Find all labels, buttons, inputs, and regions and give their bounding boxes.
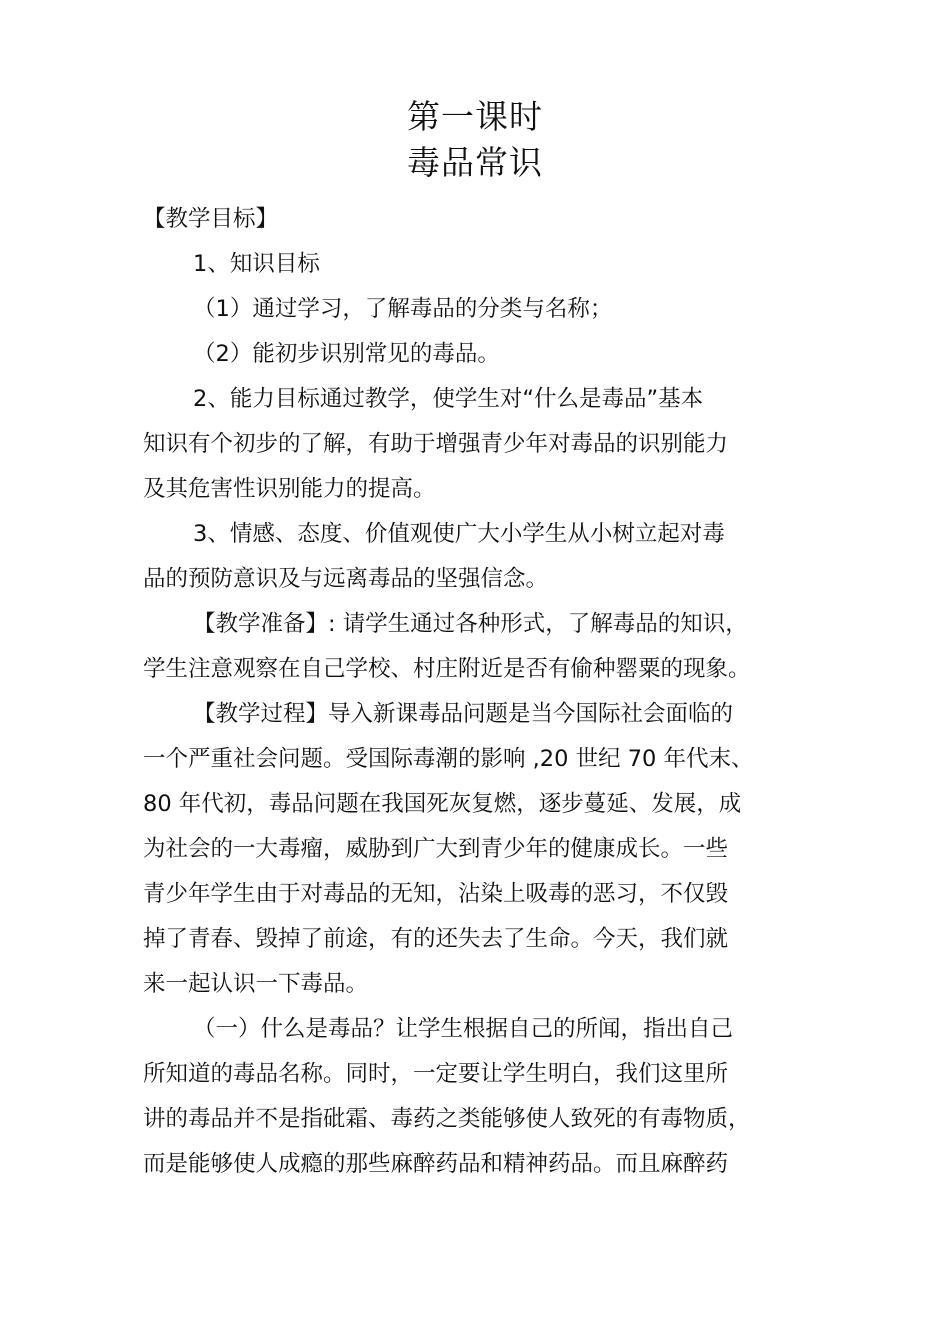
paragraph-line: 一个严重社会问题。受国际毒潮的影响 ,20 世纪 70 年代末、: [143, 746, 754, 772]
title-line-2: 毒品常识: [407, 143, 543, 182]
paragraph-line: 2、能力目标通过教学，使学生对“什么是毒品”基本: [193, 386, 704, 412]
paragraph-line: （1）通过学习，了解毒品的分类与名称；: [193, 296, 613, 322]
paragraph-line: 【教学过程】导入新课毒品问题是当今国际社会面临的: [193, 701, 734, 727]
paragraph-line: 为社会的一大毒瘤，威胁到广大到青少年的健康成长。一些: [143, 836, 729, 862]
paragraph-line: 青少年学生由于对毒品的无知，沾染上吸毒的恶习，不仅毁: [143, 881, 729, 907]
paragraph-line: 学生注意观察在自己学校、村庄附近是否有偷种罂粟的现象。: [143, 656, 751, 682]
paragraph-line: 品的预防意识及与远离毒品的坚强信念。: [143, 566, 549, 592]
paragraph-line: 【教学准备】: 请学生通过各种形式，了解毒品的知识，: [193, 611, 748, 637]
paragraph-line: 来一起认识一下毒品。: [143, 971, 369, 997]
paragraph-line: 1、知识目标: [193, 251, 320, 277]
paragraph-line: 3、情感、态度、价值观使广大小学生从小树立起对毒: [193, 521, 725, 547]
paragraph-line: 讲的毒品并不是指砒霜、毒药之类能够使人致死的有毒物质，: [143, 1106, 751, 1132]
section-heading-teaching-goals: 【教学目标】: [143, 206, 279, 232]
paragraph-line: 知识有个初步的了解，有助于增强青少年对毒品的识别能力: [143, 431, 729, 457]
paragraph-line: 80 年代初，毒品问题在我国死灰复燃，逐步蔓延、发展，成: [143, 791, 742, 817]
paragraph-line: 而是能够使人成瘾的那些麻醉药品和精神药品。而且麻醉药: [143, 1151, 729, 1177]
title-line-1: 第一课时: [407, 97, 543, 136]
paragraph-line: 所知道的毒品名称。同时，一定要让学生明白，我们这里所: [143, 1061, 729, 1087]
paragraph-line: 掉了青春、毁掉了前途，有的还失去了生命。今天，我们就: [143, 926, 729, 952]
paragraph-line: 及其危害性识别能力的提高。: [143, 476, 436, 502]
paragraph-line: （一）什么是毒品？让学生根据自己的所闻，指出自己: [193, 1016, 734, 1042]
paragraph-line: （2）能初步识别常见的毒品。: [193, 341, 500, 367]
